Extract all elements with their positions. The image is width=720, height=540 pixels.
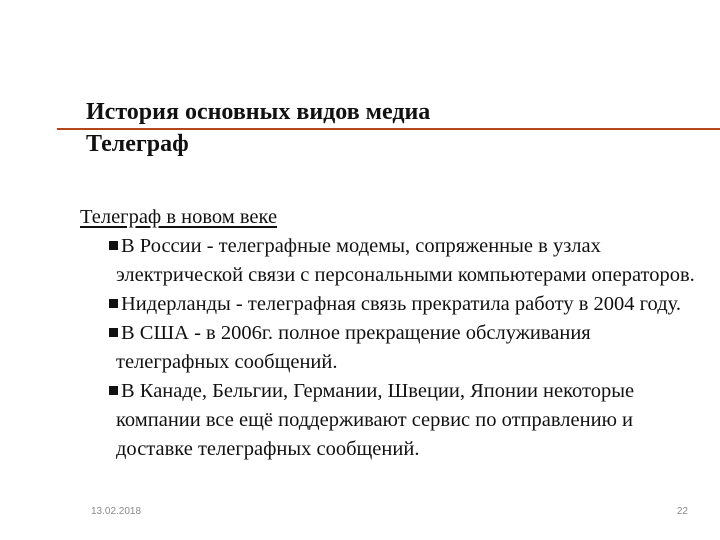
bullet-text: В Канаде, Бельгии, Германии, Швеции, Японии некоторые компании все ещё поддерживают сервис по отправлению и доставке телеграфных сообщений.: [116, 380, 635, 460]
bullet-list: [80, 232, 700, 464]
page-number: 22: [676, 506, 688, 517]
list-item: [80, 232, 700, 290]
title-line-main: История основных видов медиа: [86, 99, 431, 125]
title-divider: [57, 128, 720, 130]
square-bullet-icon: [109, 299, 118, 308]
square-bullet-icon: [109, 328, 118, 337]
section-heading: Телеграф в новом веке: [80, 206, 278, 228]
square-bullet-icon: [109, 386, 118, 395]
footer-date: 13.02.2018: [91, 506, 142, 517]
title-line-sub: Телеграф: [86, 131, 189, 157]
list-item: [80, 377, 700, 464]
bullet-text: В США - в 2006г. полное прекращение обслуживания телеграфных сообщений.: [116, 322, 591, 373]
bullet-text: В России - телеграфные модемы, сопряженные в узлах электрической связи с персональными компьютерами операторов.: [116, 235, 695, 286]
square-bullet-icon: [109, 241, 118, 250]
bullet-text: Нидерланды - телеграфная связь прекратила работу в 2004 году.: [121, 293, 681, 315]
list-item: [80, 319, 700, 377]
list-item: [80, 290, 700, 319]
slide-body: [80, 203, 700, 464]
